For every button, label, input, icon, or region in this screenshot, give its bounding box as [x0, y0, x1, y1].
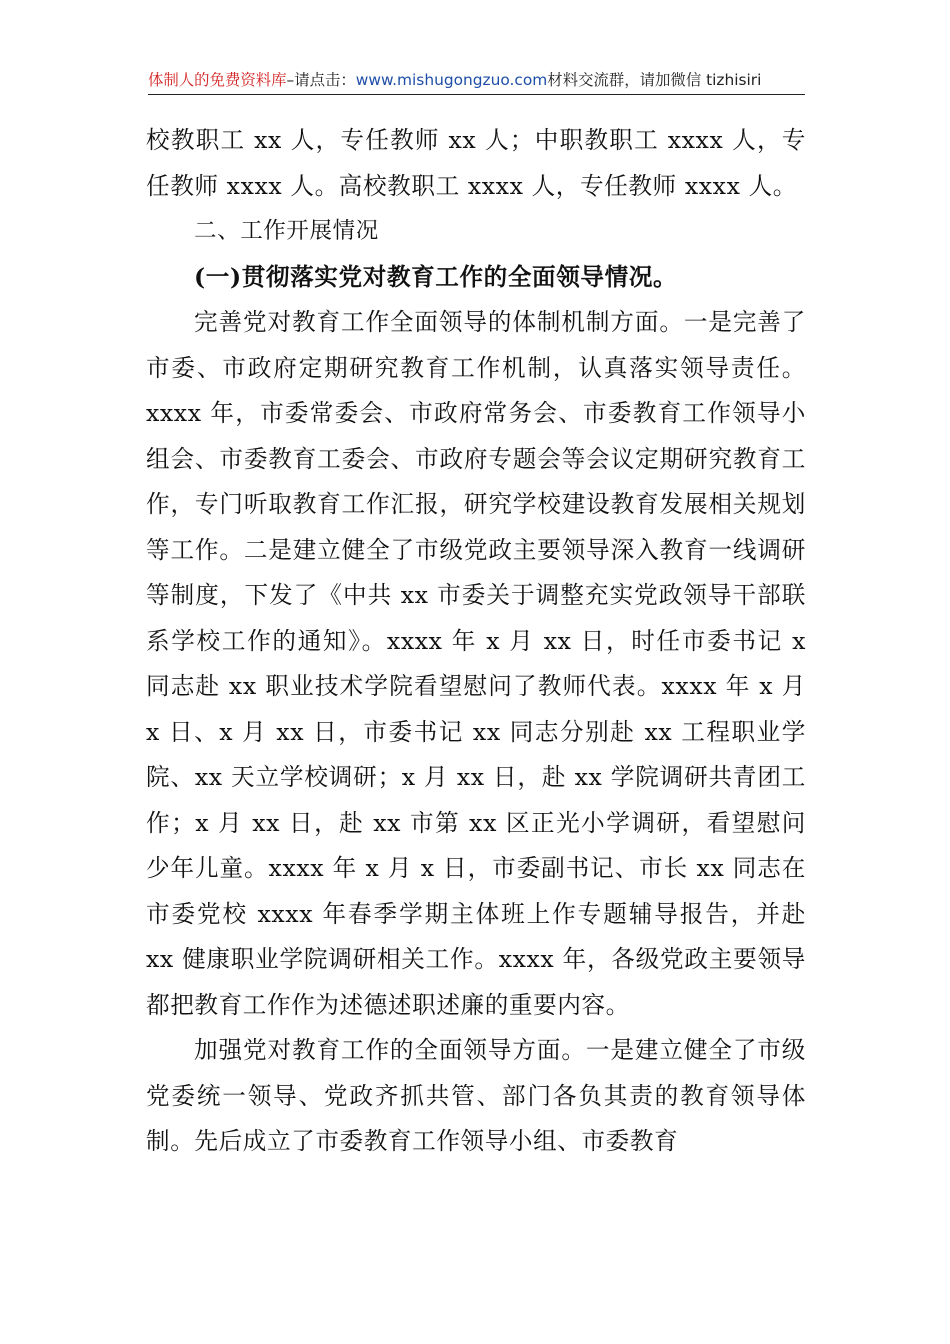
document-body — [146, 118, 806, 1165]
subsection-heading: (一)贯彻落实党对教育工作的全面领导情况。 — [194, 262, 678, 291]
page-header — [148, 68, 805, 95]
paragraph-leadership-mechanism: 完善党对教育工作全面领导的体制机制方面。一是完善了市委、市政府定期研究教育工作机制，认真落实领导责任。xxxx 年，市委常委会、市政府常务会、市委教育工作领导小组会、市委教育工委会、市政府专题会等会议定期研究教育工作，专门听取教育工作汇报，研究学校建设教育发展相关规划等工作。二是建立健全了市级党政主要领导深入教育一线调研等制度，下发了《中共 xx 市委关于调整充实党政领导干部联系学校工作的通知》。xxxx 年 x 月 xx 日，时任市委书记 x 同志赴 xx 职业技术学院看望慰问了教师代表。xxxx 年 x 月 x 日、x 月 xx 日，市委书记 xx 同志分别赴 xx 工程职业学院、xx 天立学校调研；x 月 xx 日，赴 xx 学院调研共青团工作；x 月 xx 日，赴 xx 市第 xx 区正光小学调研，看望慰问少年儿童。xxxx 年 x 月 x 日，市委副书记、市长 xx 同志在市委党校 xxxx 年春季学期主体班上作专题辅导报告，并赴 xx 健康职业学院调研相关工作。xxxx 年，各级党政主要领导都把教育工作作为述德述职述廉的重要内容。 — [146, 308, 806, 1019]
header-url-link[interactable]: www.mishugongzuo.com — [355, 71, 548, 89]
header-prompt: –请点击： — [286, 71, 356, 89]
section-heading: 二、工作开展情况 — [194, 218, 379, 244]
paragraph-strengthen-leadership: 加强党对教育工作的全面领导方面。一是建立健全了市级党委统一领导、党政齐抓共管、部门各负其责的教育领导体制。先后成立了市委教育工作领导小组、市委教育 — [146, 1036, 806, 1155]
header-contact: 材料交流群，请加微信 tizhisiri — [547, 71, 762, 89]
header-brand: 体制人的免费资料库 — [148, 71, 287, 89]
paragraph-continued: 校教职工 xx 人，专任教师 xx 人；中职教职工 xxxx 人，专任教师 xxxx 人。高校教职工 xxxx 人，专任教师 xxxx 人。 — [146, 126, 806, 200]
